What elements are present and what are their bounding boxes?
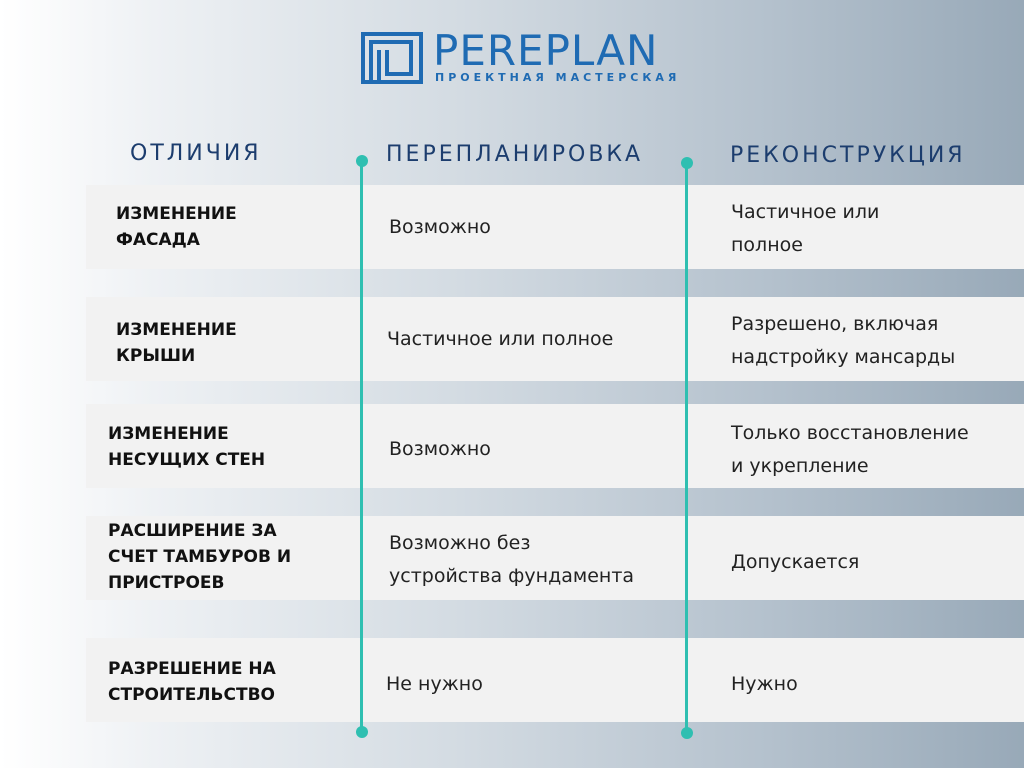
replan-cell: Возможно [389,438,491,460]
replan-cell: Возможно [389,216,491,238]
replan-cell: Не нужно [386,673,483,695]
replan-cell: Возможно без устройства фундамента [389,532,635,587]
divider-dot-bottom [681,727,693,739]
divider-dot-bottom [356,726,368,738]
header-differences: ОТЛИЧИЯ [130,141,262,166]
divider-dot-top [681,157,693,169]
recon-cell: Только восстановление и укрепление [731,422,969,477]
header-reconstruction: РЕКОНСТРУКЦИЯ [730,143,966,168]
divider-line-reconstruction [685,163,688,733]
recon-cell: Разрешено, включая надстройку мансарды [731,313,956,368]
divider-dot-top [356,155,368,167]
row-label: РАЗРЕШЕНИЕ НА СТРОИТЕЛЬСТВО [108,659,276,705]
pereplan-logo-icon [361,32,423,84]
recon-cell: Частичное или полное [731,201,880,256]
row-label: ИЗМЕНЕНИЕ ФАСАДА [116,204,237,250]
row-label: ИЗМЕНЕНИЕ НЕСУЩИХ СТЕН [108,424,266,470]
recon-cell: Нужно [731,673,798,695]
row-label: РАСШИРЕНИЕ ЗА СЧЕТ ТАМБУРОВ И ПРИСТРОЕВ [108,521,292,593]
logo [361,26,701,86]
header-replanning: ПЕРЕПЛАНИРОВКА [386,142,644,167]
brand-name: PEREPLAN [433,26,659,75]
replan-cell: Частичное или полное [387,328,614,350]
brand-tagline: ПРОЕКТНАЯ МАСТЕРСКАЯ [435,71,681,84]
row-label: ИЗМЕНЕНИЕ КРЫШИ [116,320,237,366]
recon-cell: Допускается [731,551,860,573]
divider-line-replanning [360,161,363,733]
